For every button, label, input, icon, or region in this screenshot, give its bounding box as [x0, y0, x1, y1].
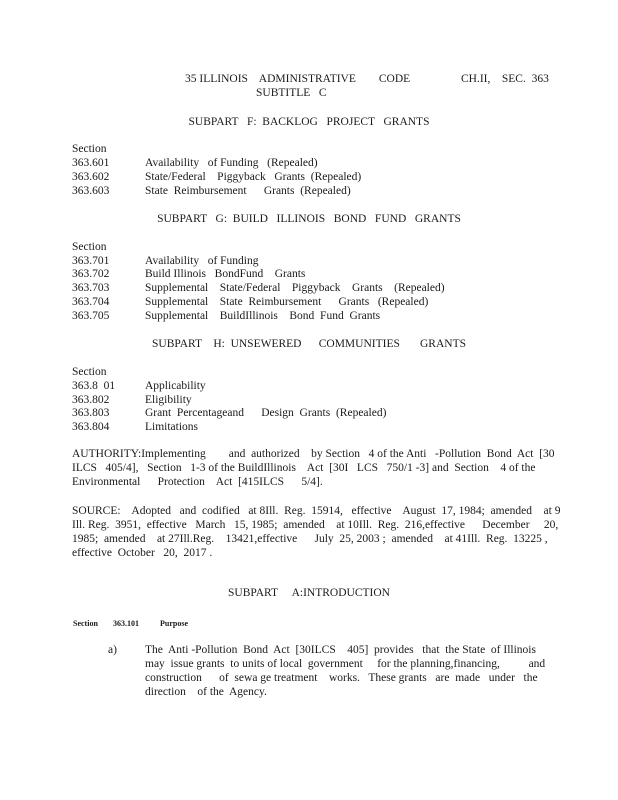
- toc-number: 363.701: [72, 255, 110, 267]
- toc-title: Grant Percentageand Design Grants (Repealed): [145, 407, 387, 419]
- source-line: SOURCE: Adopted and codified at 8Ill. Reg. 15914, effective August 17, 1984; amended at 9: [72, 505, 561, 517]
- toc-row: [72, 255, 259, 269]
- toc-title: Applicability: [145, 380, 206, 392]
- toc-number: 363.804: [72, 421, 110, 433]
- toc-title: Supplemental State Reimbursement Grants (Repealed): [145, 296, 429, 308]
- toc-title: State/Federal Piggyback Grants (Repealed): [145, 171, 362, 183]
- toc-row: [72, 157, 318, 171]
- source-line: Ill. Reg. 3951, effective March 15, 1985; amended at 10Ill. Reg. 216,effective December 20,: [72, 519, 559, 531]
- source-line: 1985; amended at 27Ill.Reg. 13421,effective July 25, 2003 ; amended at 41Ill. Reg. 13225 ,: [72, 533, 548, 545]
- toc-title: Supplemental BuildIllinois Bond Fund Grants: [145, 310, 381, 322]
- toc-row: [72, 380, 206, 394]
- subpart-g-section-label: Section: [72, 241, 107, 253]
- toc-title: Build Illinois BondFund Grants: [145, 268, 306, 280]
- section-number: 363.101: [113, 619, 139, 628]
- toc-row: [72, 268, 305, 282]
- purpose-line: construction of sewa ge treatment works. These grants are made under the: [145, 672, 538, 684]
- toc-number: 363.601: [72, 157, 110, 169]
- source-line: effective October 20, 2017 .: [72, 547, 213, 559]
- toc-title: Availability of Funding: [145, 255, 259, 267]
- purpose-line: may issue grants to units of local government for the planning,financing, and: [145, 658, 546, 670]
- header-code-title: 35 ILLINOIS ADMINISTRATIVE CODE: [185, 73, 411, 85]
- toc-row: [72, 407, 386, 421]
- subpart-g-heading: SUBPART G: BUILD ILLINOIS BOND FUND GRANTS: [157, 213, 461, 225]
- toc-number: 363.802: [72, 394, 110, 406]
- header-subtitle: SUBTITLE C: [256, 87, 327, 99]
- authority-line: ILCS 405/4], Section 1-3 of the BuildIllinois Act [30I LCS 750/1 -3] and Section 4 of the: [72, 462, 536, 474]
- purpose-line: The Anti -Pollution Bond Act [30ILCS 405] provides that the State of Illinois: [145, 644, 536, 656]
- toc-number: 363.705: [72, 310, 110, 322]
- toc-title: Availability of Funding (Repealed): [145, 157, 318, 169]
- subpart-f-section-label: Section: [72, 143, 107, 155]
- toc-row: [72, 421, 198, 435]
- toc-title: Limitations: [145, 421, 199, 433]
- purpose-line: direction of the Agency.: [145, 686, 267, 698]
- toc-row: [72, 394, 192, 408]
- authority-line: Environmental Protection Act [415ILCS 5/4].: [72, 476, 323, 488]
- toc-title: State Reimbursement Grants (Repealed): [145, 185, 351, 197]
- paragraph-label: a): [108, 644, 117, 656]
- toc-row: [72, 171, 361, 185]
- section-title: Purpose: [160, 619, 188, 628]
- toc-row: [72, 310, 380, 324]
- section-label: Section: [73, 619, 98, 628]
- authority-line: AUTHORITY:Implementing and authorized by Section 4 of the Anti -Pollution Bond Act [30: [72, 448, 555, 460]
- subpart-h-section-label: Section: [72, 366, 107, 378]
- toc-number: 363.8 01: [72, 380, 116, 392]
- subpart-f-heading: SUBPART F: BACKLOG PROJECT GRANTS: [188, 116, 430, 128]
- toc-number: 363.602: [72, 171, 110, 183]
- toc-title: Eligibility: [145, 394, 192, 406]
- toc-number: 363.803: [72, 407, 110, 419]
- header-chapter-section: CH.II, SEC. 363: [461, 73, 549, 85]
- toc-number: 363.703: [72, 282, 110, 294]
- toc-row: [72, 296, 428, 310]
- toc-number: 363.702: [72, 268, 110, 280]
- toc-number: 363.603: [72, 185, 110, 197]
- toc-row: [72, 185, 351, 199]
- subpart-h-heading: SUBPART H: UNSEWERED COMMUNITIES GRANTS: [152, 338, 466, 350]
- subpart-a-heading: SUBPART A:INTRODUCTION: [228, 587, 390, 599]
- toc-row: [72, 282, 445, 296]
- toc-title: Supplemental State/Federal Piggyback Grants (Repealed): [145, 282, 445, 294]
- toc-number: 363.704: [72, 296, 110, 308]
